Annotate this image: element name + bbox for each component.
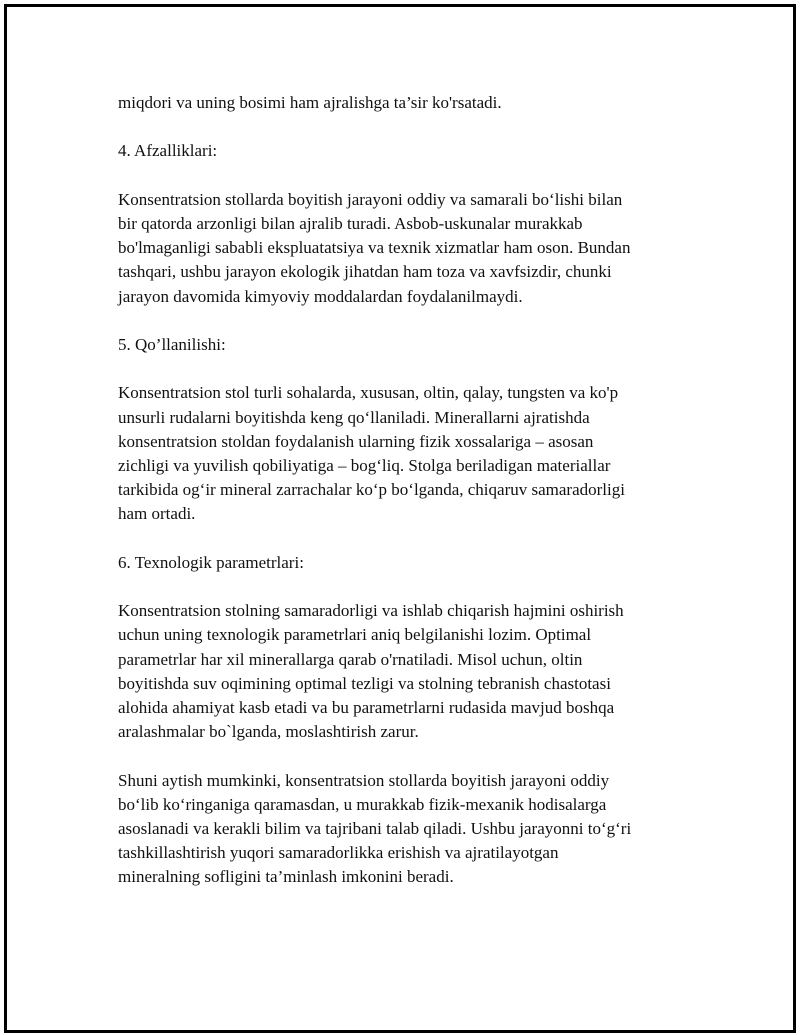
section-heading-afzalliklari: 4. Afzalliklari:: [118, 141, 218, 161]
paragraph-conclusion: Shuni aytish mumkinki, konsentratsion stollarda boyitish jarayoni oddiy bo‘lib ko‘ringaniga qaramasdan, u murakkab fizik-mexanik hodisalarga asoslanadi va kerakli bilim va tajribani talab qiladi. Ushbu jarayonni to‘g‘ri tashkillashtirish yuqori samaradorlikka erishish va ajratilayotgan mineralning sofligini ta’minlash imkonini beradi.: [118, 770, 632, 887]
section-heading-qollanilishi: 5. Qo’llanilishi:: [118, 334, 226, 354]
document-body: [118, 91, 688, 914]
paragraph-afzalliklari: Konsentratsion stollarda boyitish jarayoni oddiy va samarali bo‘lishi bilan bir qatorda arzonligi bilan ajralib turadi. Asbob-uskunalar murakkab bo'lmaganligi sababli ekspluatatsiya va texnik xizmatlar ham oson. Bundan tashqari, ushbu jarayon ekologik jihatdan ham toza va xavfsizdir, chunki jarayon davomida kimyoviy moddalardan foydalanilmaydi.: [118, 189, 631, 306]
section-heading-texnologik-parametrlari: 6. Texnologik parametrlari:: [118, 552, 304, 572]
paragraph-intro-tail: miqdori va uning bosimi ham ajralishga ta’sir ko'rsatadi.: [118, 93, 502, 112]
paragraph-texnologik-parametrlari: Konsentratsion stolning samaradorligi va ishlab chiqarish hajmini oshirish uchun uning texnologik parametrlari aniq belgilanishi lozim. Optimal parametrlar har xil minerallarga qarab o'rnatiladi. Misol uchun, oltin boyitishda suv oqimining optimal tezligi va stolning tebranish chastotasi alohida ahamiyat kasb etadi va bu parametrlarni rudasida mavjud boshqa aralashmalar bo`lganda, moslashtirish zarur.: [118, 601, 624, 742]
paragraph-qollanilishi: Konsentratsion stol turli sohalarda, xususan, oltin, qalay, tungsten va ko'p unsurli rudalarni boyitishda keng qo‘llaniladi. Minerallarni ajratishda konsentratsion stoldan foydalanish ularning fizik xossalariga – asosan zichligi va yuvilish qobiliyatiga – bog‘liq. Stolga beriladigan materiallar tarkibida og‘ir mineral zarrachalar ko‘p bo‘lganda, chiqaruv samaradorligi ham ortadi.: [118, 383, 625, 524]
